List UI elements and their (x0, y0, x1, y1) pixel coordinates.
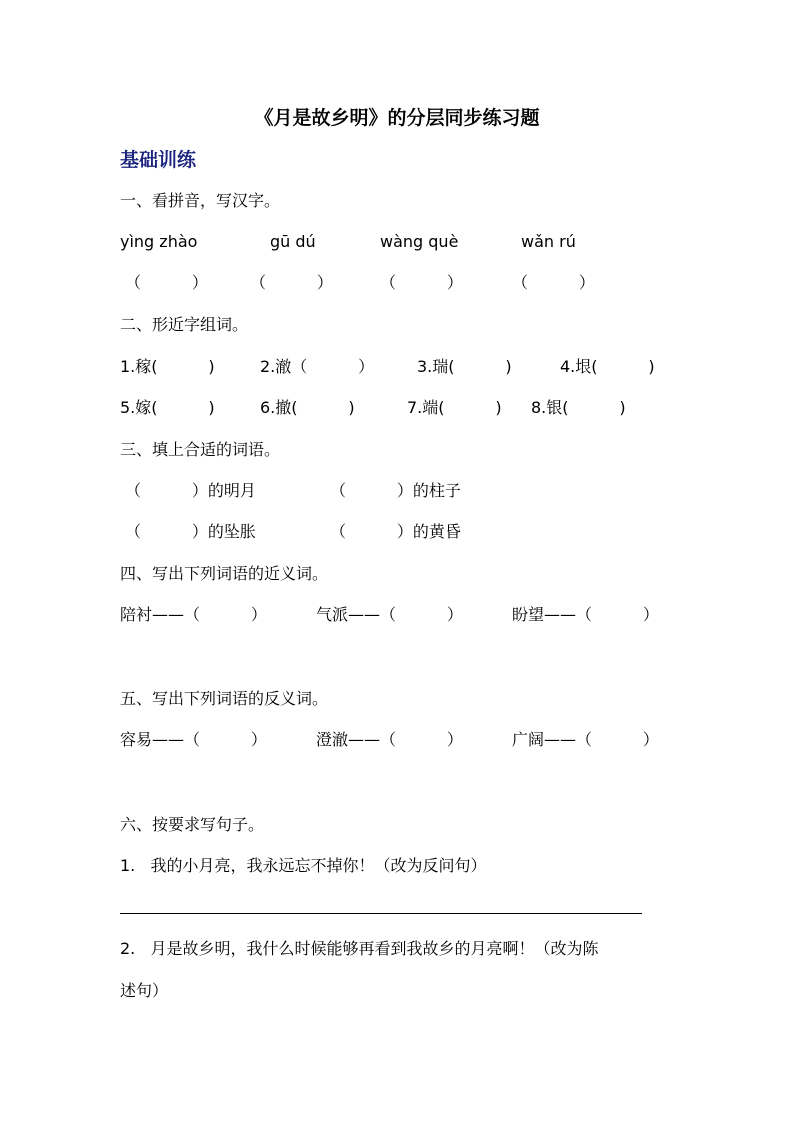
sentence-task-1: 1. 我的小月亮，我永远忘不掉你！（改为反问句） (120, 856, 487, 875)
similar-character-item[interactable]: 6.撤( ) (260, 398, 355, 417)
pinyin-item: gū dú (270, 232, 316, 251)
antonym-item[interactable]: 广阔——（ ） (512, 730, 659, 749)
antonym-item[interactable]: 容易——（ ） (120, 730, 267, 749)
answer-blank[interactable]: （ ） (512, 273, 595, 292)
similar-character-item[interactable]: 2.澈（ ） (260, 357, 375, 376)
synonym-item[interactable]: 盼望——（ ） (512, 605, 659, 624)
section-heading: 基础训练 (120, 149, 197, 171)
synonym-item[interactable]: 气派——（ ） (316, 605, 463, 624)
question-1-heading: 一、看拼音，写汉字。 (120, 191, 281, 210)
pinyin-item: wǎn rú (521, 232, 576, 251)
sentence-task-2-continued: 述句） (120, 981, 169, 1000)
fill-phrase-item[interactable]: （ ）的坠胀 (125, 522, 256, 541)
similar-character-item[interactable]: 3.瑞( ) (417, 357, 512, 376)
worksheet-title: 《月是故乡明》的分层同步练习题 (254, 107, 540, 129)
answer-line[interactable] (120, 913, 642, 914)
fill-phrase-item[interactable]: （ ）的柱子 (330, 481, 461, 500)
question-6-heading: 六、按要求写句子。 (120, 815, 265, 834)
antonym-item[interactable]: 澄澈——（ ） (316, 730, 463, 749)
question-5-heading: 五、写出下列词语的反义词。 (120, 689, 329, 708)
question-2-heading: 二、形近字组词。 (120, 315, 249, 334)
question-3-heading: 三、填上合适的词语。 (120, 440, 281, 459)
question-4-heading: 四、写出下列词语的近义词。 (120, 564, 329, 583)
similar-character-item[interactable]: 1.稼( ) (120, 357, 215, 376)
pinyin-item: wàng què (380, 232, 459, 251)
sentence-task-2: 2. 月是故乡明，我什么时候能够再看到我故乡的月亮啊！（改为陈 (120, 939, 599, 958)
similar-character-item[interactable]: 7.端( ) (407, 398, 502, 417)
synonym-item[interactable]: 陪衬——（ ） (120, 605, 267, 624)
fill-phrase-item[interactable]: （ ）的明月 (125, 481, 256, 500)
answer-blank[interactable]: （ ） (250, 273, 333, 292)
similar-character-item[interactable]: 4.垠( ) (560, 357, 655, 376)
fill-phrase-item[interactable]: （ ）的黄昏 (330, 522, 461, 541)
similar-character-item[interactable]: 5.嫁( ) (120, 398, 215, 417)
answer-blank[interactable]: （ ） (125, 273, 208, 292)
similar-character-item[interactable]: 8.银( ) (531, 398, 626, 417)
pinyin-item: yìng zhào (120, 232, 198, 251)
answer-blank[interactable]: （ ） (380, 273, 463, 292)
